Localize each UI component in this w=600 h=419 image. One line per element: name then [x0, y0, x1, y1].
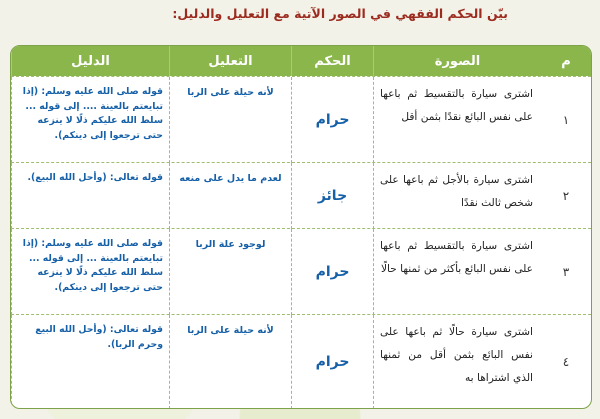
row-ruling: جائز: [291, 163, 373, 229]
row-reasoning: لأنه حيلة على الربا: [169, 315, 291, 409]
header-reasoning: التعليل: [169, 46, 291, 76]
table-row: [11, 314, 591, 409]
exercise-title: بيّن الحكم الفقهي في الصور الآتية مع التعليل والدليل:: [172, 6, 508, 21]
row-ruling: حرام: [291, 77, 373, 163]
row-reasoning: لعدم ما يدل على منعه: [169, 163, 291, 229]
row-evidence: قوله تعالى: (وأحل الله البيع وحرم الربا).: [11, 315, 169, 409]
row-number: ٣: [562, 265, 570, 279]
row-evidence: قوله تعالى: (وأحل الله البيع).: [11, 163, 169, 229]
table-row: [11, 228, 591, 315]
header-number: م: [561, 53, 571, 69]
header-case: الصورة: [373, 46, 541, 76]
table-row: [11, 76, 591, 163]
row-number: ٤: [562, 355, 570, 369]
header-evidence: الدليل: [11, 46, 169, 76]
table-header-row: [11, 46, 591, 76]
row-case: اشترى سيارة بالتقسيط ثم باعها على نفس البائع بأكثر من ثمنها حالًا: [373, 229, 541, 315]
rulings-table: [10, 45, 592, 409]
header-ruling: الحكم: [291, 46, 373, 76]
row-number: ١: [562, 113, 570, 127]
row-case: اشترى سيارة بالأجل ثم باعها على شخص ثالث نقدًا: [373, 163, 541, 229]
row-reasoning: لأنه حيلة على الربا: [169, 77, 291, 163]
row-number: ٢: [562, 189, 570, 203]
row-reasoning: لوجود علة الربا: [169, 229, 291, 315]
table-row: [11, 162, 591, 229]
row-case: اشترى سيارة حالًا ثم باعها على نفس البائع بثمن أقل من ثمنها الذي اشتراها به: [373, 315, 541, 409]
row-case: اشترى سيارة بالتقسيط ثم باعها على نفس البائع نقدًا بثمن أقل: [373, 77, 541, 163]
row-evidence: قوله صلى الله عليه وسلم: (إذا تبايعتم بالعينة ... إلى قوله ... سلط الله عليكم ذلًا لا ينزعه حتى ترجعوا إلى دينكم).: [11, 229, 169, 315]
row-evidence: قوله صلى الله عليه وسلم: (إذا تبايعتم بالعينة .... إلى قوله ... سلط الله عليكم ذلًا لا ينزعه حتى ترجعوا إلى دينكم).: [11, 77, 169, 163]
row-ruling: حرام: [291, 229, 373, 315]
row-ruling: حرام: [291, 315, 373, 409]
